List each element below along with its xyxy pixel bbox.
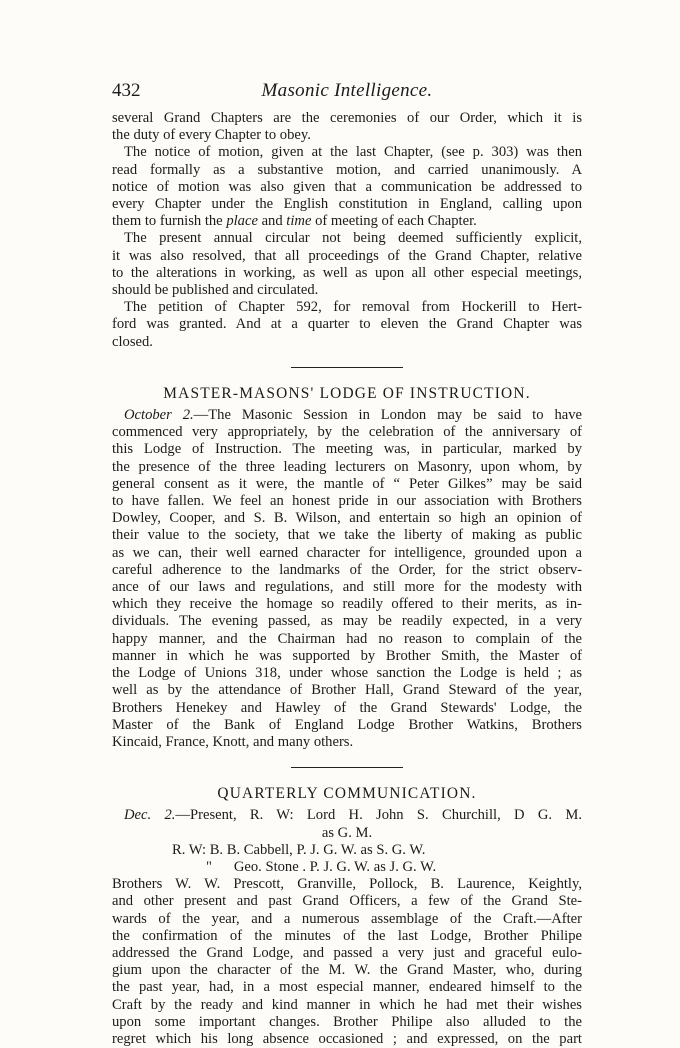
text-line: Craft by the ready and kind manner in which he had met their wishes <box>112 996 582 1013</box>
officer-line: " Geo. Stone . P. J. G. W. as J. G. W. <box>206 858 437 875</box>
text-line: commenced very appropriately, by the celebration of the anniversary of <box>112 424 582 441</box>
text-line: this Lodge of Instruction. The meeting was, in particular, marked by <box>112 441 582 458</box>
text-line: Master of the Bank of England Lodge Brother Watkins, Brothers <box>112 716 582 733</box>
text-line: the presence of the three leading lecturers on Masonry, upon whom, by <box>112 458 582 475</box>
text-line: read formally as a substantive motion, and carried unanimously. A <box>112 161 582 178</box>
section-heading: MASTER-MASONS' LODGE OF INSTRUCTION. <box>163 384 531 402</box>
text-line: and other present and past Grand Officers, a few of the Grand Ste- <box>112 893 582 910</box>
text-line: them to furnish the place and time of meeting of each Chapter. <box>112 213 477 230</box>
text-line: The present annual circular not being deemed sufficiently explicit, <box>124 230 582 247</box>
officers-list <box>112 842 582 876</box>
lodge-of-instruction-section <box>112 385 582 751</box>
text-line: upon some important changes. Brother Philipe also alluded to the <box>112 1013 582 1030</box>
text-line: addressed the Grand Lodge, and passed a very just and graceful eulo- <box>112 944 582 961</box>
running-title: Masonic Intelligence. <box>261 80 433 101</box>
page-header <box>112 80 582 104</box>
text-line: general consent as it were, the mantle of “ Peter Gilkes” may be said <box>112 475 582 492</box>
date-label: Dec. 2. <box>124 807 176 824</box>
text-line: dividuals. The evening passed, as may be readily expected, in a very <box>112 613 582 630</box>
text-line: as G. M. <box>321 824 373 841</box>
section-heading: QUARTERLY COMMUNICATION. <box>217 785 477 803</box>
first-line-text: —Present, R. W: Lord H. John S. Churchill, D G. M. <box>175 807 582 824</box>
emphasis: place <box>226 213 258 230</box>
text-line: The petition of Chapter 592, for removal from Hockerill to Hert- <box>124 299 582 316</box>
text-line: ance of our laws and regulations, and still more for the modesty with <box>112 579 582 596</box>
text-line: every Chapter under the English constitution in England, calling upon <box>112 196 582 213</box>
text-line: gium upon the character of the M. W. the Grand Master, who, during <box>112 962 582 979</box>
text-line: Brothers Henekey and Hawley of the Grand Stewards' Lodge, the <box>112 699 582 716</box>
text-line: wards of the year, and a numerous assemblage of the Craft.—After <box>112 910 582 927</box>
text-line: it was also resolved, that all proceedings of the Grand Chapter, relative <box>112 247 582 264</box>
text-line: the confirmation of the minutes of the last Lodge, Brother Philipe <box>112 927 582 944</box>
text-line: closed. <box>112 333 153 350</box>
text-line: careful adherence to the landmarks of the Order, for the strict observ- <box>112 561 582 578</box>
text-line: to the alterations in working, as well as upon all other especial meetings, <box>112 264 582 281</box>
text-line: notice of motion was also given that a communication be addressed to <box>112 178 582 195</box>
first-line-text: —The Masonic Session in London may be said to have <box>193 407 582 424</box>
text-line: ford was granted. And at a quarter to eleven the Grand Chapter was <box>112 316 582 333</box>
text-line: Kincaid, France, Knott, and many others. <box>112 733 354 750</box>
text-line: should be published and circulated. <box>112 282 319 299</box>
text-line: their value to the society, that we take the liberty of making as public <box>112 527 582 544</box>
emphasis: time <box>286 213 312 230</box>
text-line: The notice of motion, given at the last Chapter, (see p. 303) was then <box>124 144 582 161</box>
text-line: Dowley, Cooper, and S. B. Wilson, and entertain so high an opinion of <box>112 510 582 527</box>
text-line: to have fallen. We feel an honest pride in our association with Brothers <box>112 493 582 510</box>
text-line <box>112 407 582 424</box>
section-divider <box>291 367 403 368</box>
section-divider <box>291 767 403 768</box>
text-line: manner in which he was supported by Brother Smith, the Master of <box>112 647 582 664</box>
text-line: well as by the attendance of Brother Hall, Grand Steward of the year, <box>112 682 582 699</box>
date-label: October 2. <box>124 407 194 424</box>
page-number: 432 <box>112 80 141 101</box>
grand-chapter-continuation <box>112 110 582 351</box>
text-line: which they receive the homage so readily offered to their merits, as in- <box>112 596 582 613</box>
text-line <box>112 807 582 824</box>
text-line: several Grand Chapters are the ceremonies of our Order, which it is <box>112 110 582 126</box>
text-line: as we can, their well earned character for intelligence, grounded upon a <box>112 544 582 561</box>
text-line: the duty of every Chapter to obey. <box>112 127 311 144</box>
text-line: regret which his long absence occasioned ; and expressed, on the part <box>112 1030 582 1047</box>
text-line: the Lodge of Unions 318, under whose sanction the Lodge is held ; as <box>112 665 582 682</box>
officer-line: R. W: B. B. Cabbell, P. J. G. W. as S. G. W. <box>172 841 426 858</box>
text-line: the past year, had, in a most especial manner, endeared himself to the <box>112 979 582 996</box>
quarterly-communication-section <box>112 785 582 1048</box>
text-line: happy manner, and the Chairman had no reason to complain of the <box>112 630 582 647</box>
text-line: Brothers W. W. Prescott, Granville, Pollock, B. Laurence, Keightly, <box>112 876 582 893</box>
page-body <box>112 110 582 1048</box>
